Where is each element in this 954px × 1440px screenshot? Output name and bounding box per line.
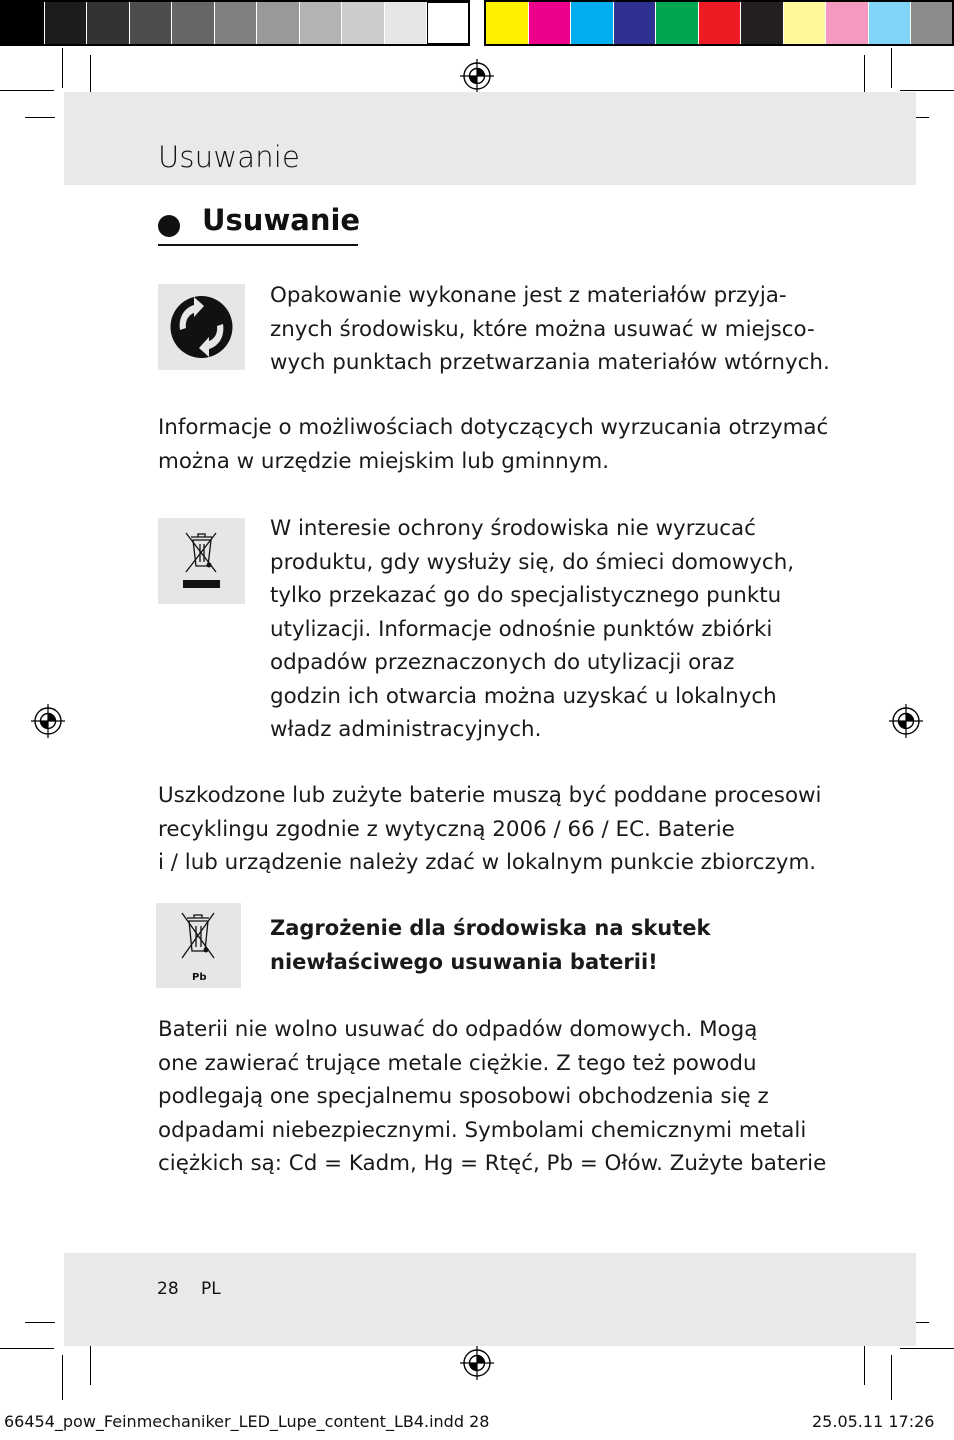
text-line: Baterii nie wolno usuwać do odpadów domowych. Mogą xyxy=(158,1017,758,1042)
packaging-paragraph xyxy=(270,279,830,380)
registration-mark-icon xyxy=(889,704,923,738)
language-code: PL xyxy=(201,1279,221,1299)
text-line: tylko przekazać go do specjalistycznego punktu xyxy=(270,583,782,608)
text-line: produktu, gdy wysłuży się, do śmieci domowych, xyxy=(270,549,795,575)
text-line: podlegają one specjalnemu sposobowi obchodzenia się z xyxy=(158,1084,769,1109)
text-line: Uszkodzone lub zużyte baterie muszą być poddane procesowi xyxy=(158,783,822,808)
section-bullet xyxy=(158,215,180,237)
text-line: godzin ich otwarcia można uzyskać u lokalnych xyxy=(270,683,777,709)
section-underline xyxy=(158,244,358,246)
crossed-bin-pb-icon xyxy=(156,903,241,988)
text-line: znych środowisku, które można usuwać w miejsco- xyxy=(270,316,815,342)
registration-mark-icon xyxy=(460,59,494,93)
text-line: można w urzędzie miejskim lub gminnym. xyxy=(158,448,609,474)
text-line: odpadów przeznaczonych do utylizacji oraz xyxy=(270,650,735,675)
text-line: recyklingu zgodnie z wytyczną 2006 / 66 / EC. Baterie xyxy=(158,816,735,842)
text-line: władz administracyjnych. xyxy=(270,717,542,742)
text-line: ciężkich są: Cd = Kadm, Hg = Rtęć, Pb = Ołów. Zużyte baterie xyxy=(158,1151,827,1176)
text-line: Informacje o możliwościach dotyczących wyrzucania otrzymać xyxy=(158,415,829,440)
crop-mark xyxy=(891,1355,892,1400)
heavy-metals-paragraph xyxy=(158,1013,826,1181)
crop-mark xyxy=(62,48,63,88)
crop-mark xyxy=(864,1340,865,1385)
text-line: Zagrożenie dla środowiska na skutek xyxy=(270,916,711,940)
weee-icon-box xyxy=(158,518,245,604)
text-line: Opakowanie wykonane jest z materiałów przyja- xyxy=(270,283,787,308)
crop-mark xyxy=(900,90,954,91)
disposal-info-paragraph xyxy=(158,411,828,478)
crop-mark xyxy=(62,1355,63,1400)
crop-mark xyxy=(900,1348,954,1349)
crop-mark xyxy=(0,90,54,91)
text-line: one zawierać trujące metale ciężkie. Z tego też powodu xyxy=(158,1050,757,1076)
crossed-bin-icon xyxy=(158,518,245,604)
text-line: odpadami niebezpiecznymi. Symbolami chemicznymi metali xyxy=(158,1117,807,1143)
battery-label: Pb xyxy=(192,972,207,983)
slug-filename: 66454_pow_Feinmechaniker_LED_Lupe_content_LB4.indd 28 xyxy=(4,1412,490,1431)
registration-mark-icon xyxy=(460,1346,494,1380)
battery-recycling-paragraph xyxy=(158,779,821,880)
battery-warning xyxy=(270,912,710,979)
recycle-icon xyxy=(158,284,245,370)
crop-mark xyxy=(0,1348,54,1349)
crop-mark xyxy=(25,117,55,118)
process-bar-outline xyxy=(484,0,954,46)
slug-date: 25.05.11 17:26 xyxy=(812,1412,935,1431)
recycle-icon-box xyxy=(158,284,245,370)
section-title: Usuwanie xyxy=(202,203,361,237)
gray-bar-outline xyxy=(0,0,470,46)
text-line: wych punktach przetwarzania materiałów wtórnych. xyxy=(270,350,830,375)
text-line: i / lub urządzenie należy zdać w lokalnym punkcie zbiorczym. xyxy=(158,850,817,875)
crop-mark xyxy=(25,1322,55,1323)
page-header-title: Usuwanie xyxy=(158,140,301,174)
text-line: niewłaściwego usuwania baterii! xyxy=(270,949,658,974)
weee-paragraph xyxy=(270,512,794,747)
text-line: W interesie ochrony środowiska nie wyrzucać xyxy=(270,516,756,541)
footer-band xyxy=(64,1253,916,1346)
page-number: 28 xyxy=(157,1279,179,1299)
crop-mark xyxy=(90,1340,91,1385)
crop-mark xyxy=(891,48,892,88)
text-line: utylizacji. Informacje odnośnie punktów zbiórki xyxy=(270,616,773,642)
registration-mark-icon xyxy=(31,704,65,738)
battery-icon-box xyxy=(156,903,241,988)
